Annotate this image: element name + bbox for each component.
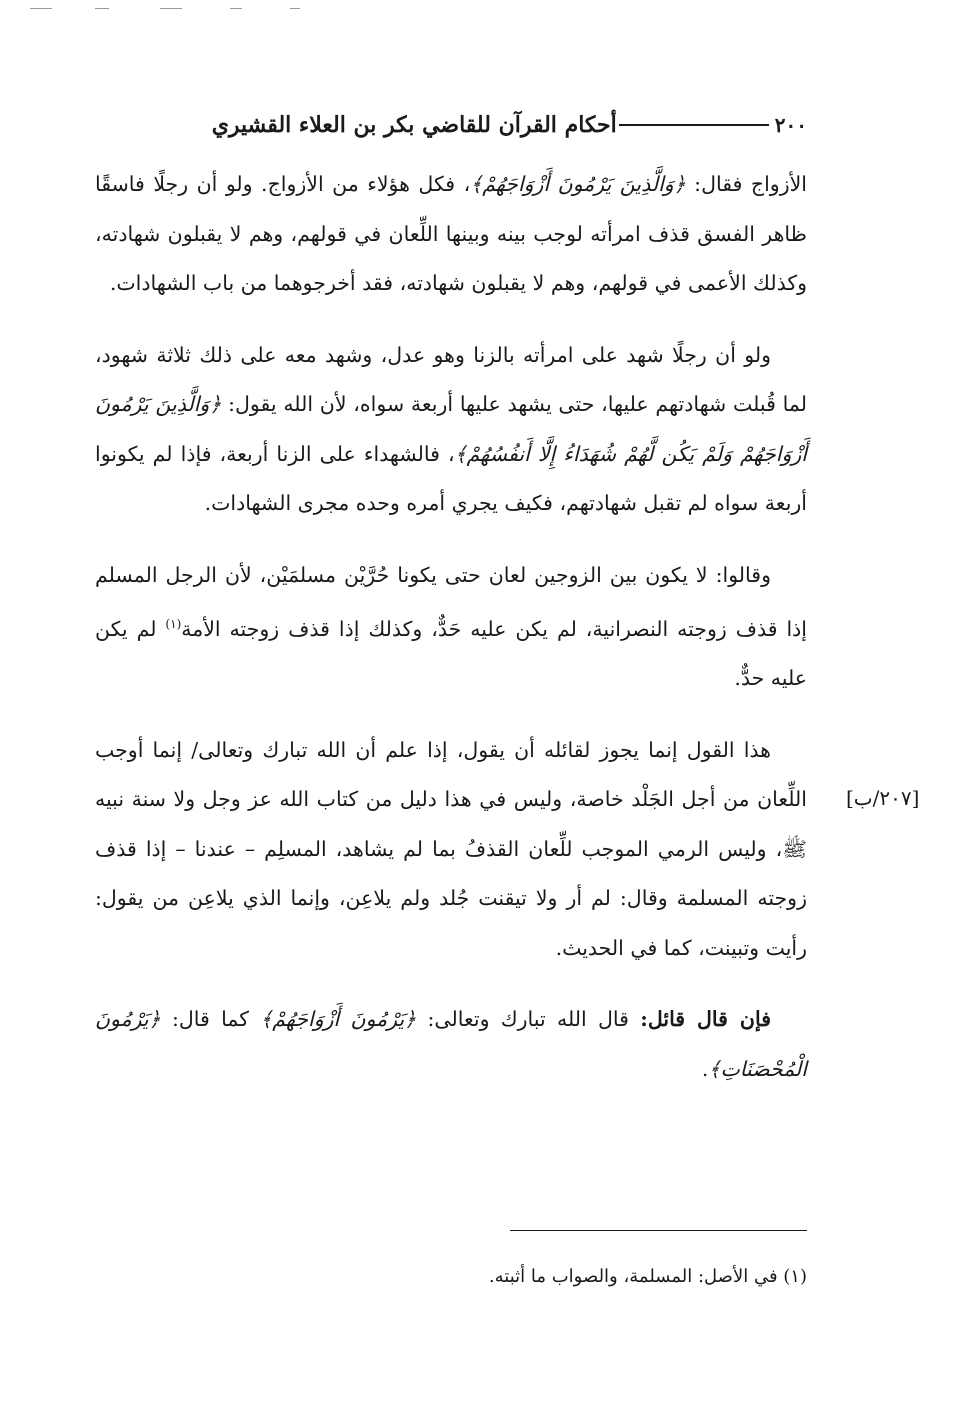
footnote: (١) في الأصل: المسلمة، والصواب ما أثبته. [488, 1266, 807, 1287]
quran-quote: ﴿يَرْمُونَ أَزْوَاجَهُمْ﴾ [260, 1007, 417, 1032]
scan-artifact [160, 8, 182, 9]
footnote-marker[interactable]: (١) [165, 617, 182, 631]
scan-artifact [30, 8, 52, 9]
paragraph-text: وقالوا: لا يكون بين الزوجين لعان حتى يكونا حُرَّيْن مسلمَيْن، لأن الرجل المسلم إذا قذف زوجته النصرانية، لم يكن عليه حَدٌّ، وكذلك إذا قذف زوجته الأمة [95, 562, 807, 641]
paragraph-text: هذا القول إنما يجوز لقائله أن يقول، إذا علم أن الله تبارك وتعالى/ إنما أوجب اللِّعان من أجل الجَلْد خاصة، وليس في هذا دليل من كتاب الله عز وجل ولا سنة نبيه ﷺ، وليس الرمي الموجب للِّعان القذفُ بما لم يشاهد، المسلِم – عندنا – إذا قذف زوجته المسلمة وقال: لم أر ولا تيقنت جُلد ولم يلاعِن، وإنما الذي يلاعِن من يقول: رأيت وتبينت، كما في الحديث. [95, 737, 807, 960]
running-header [95, 112, 807, 160]
book-page [95, 112, 807, 1116]
paragraph-4 [95, 726, 807, 974]
quran-quote: ﴿وَالَّذِينَ يَرْمُونَ أَزْوَاجَهُمْ وَلَمْ يَكُن لَّهُمْ شُهَدَاءُ إِلَّا أَنفُسُهُمْ﴾ [95, 392, 807, 466]
paragraph-text: كما قال: [160, 1007, 261, 1032]
scan-artifact [230, 8, 242, 9]
header-rule [619, 124, 769, 126]
book-title: أحكام القرآن للقاضي بكر بن العلاء القشيري [211, 112, 617, 138]
paragraph-3 [95, 551, 807, 704]
paragraph-5 [95, 995, 807, 1094]
paragraph-text: لم يكن عليه حدٌّ. [95, 616, 807, 691]
paragraph-2 [95, 331, 807, 529]
paragraph-text: . [701, 1056, 709, 1081]
paragraph-text: ولو أن رجلًا شهد على امرأته بالزنا وهو عدل، وشهد معه على ذلك ثلاثة شهود، لما قُبلت شهادتهم عليها، حتى يشهد عليها أربعة سواه، لأن الله يقول: [95, 342, 807, 416]
objection-lead: فإن قال قائل: [640, 1007, 771, 1032]
scan-artifact [290, 8, 300, 9]
paragraph-text: ، فكل هؤلاء من الأزواج. ولو أن رجلًا فاسقًا ظاهر الفسق قذف امرأته لوجب بينه وبينها اللِّعان في قولهم، وهم لا يقبلون شهادته، وكذلك الأعمى في قولهم، وهم لا يقبلون شهادته، فقد أخرجوهما من باب الشهادات. [95, 172, 807, 295]
footnote-separator [510, 1230, 807, 1231]
margin-manuscript-reference: [٢٠٧/ب] [846, 786, 920, 810]
paragraph-text: ، فالشهداء على الزنا أربعة، فإذا لم يكونوا أربعة سواه لم تقبل شهادتهم، فكيف يجري أمره وحده مجرى الشهادات. [95, 441, 807, 515]
quran-quote: ﴿يَرْمُونَ الْمُحْصَنَاتِ﴾ [95, 1007, 807, 1081]
scan-artifact [95, 8, 109, 9]
paragraph-1 [95, 160, 807, 309]
page-number: ٢٠٠ [774, 113, 807, 137]
paragraph-text: الأزواج فقال: [685, 172, 807, 196]
paragraph-text: قال الله تبارك وتعالى: [416, 1007, 641, 1032]
quran-quote: ﴿وَالَّذِينَ يَرْمُونَ أَزْوَاجَهُمْ﴾ [470, 172, 686, 196]
